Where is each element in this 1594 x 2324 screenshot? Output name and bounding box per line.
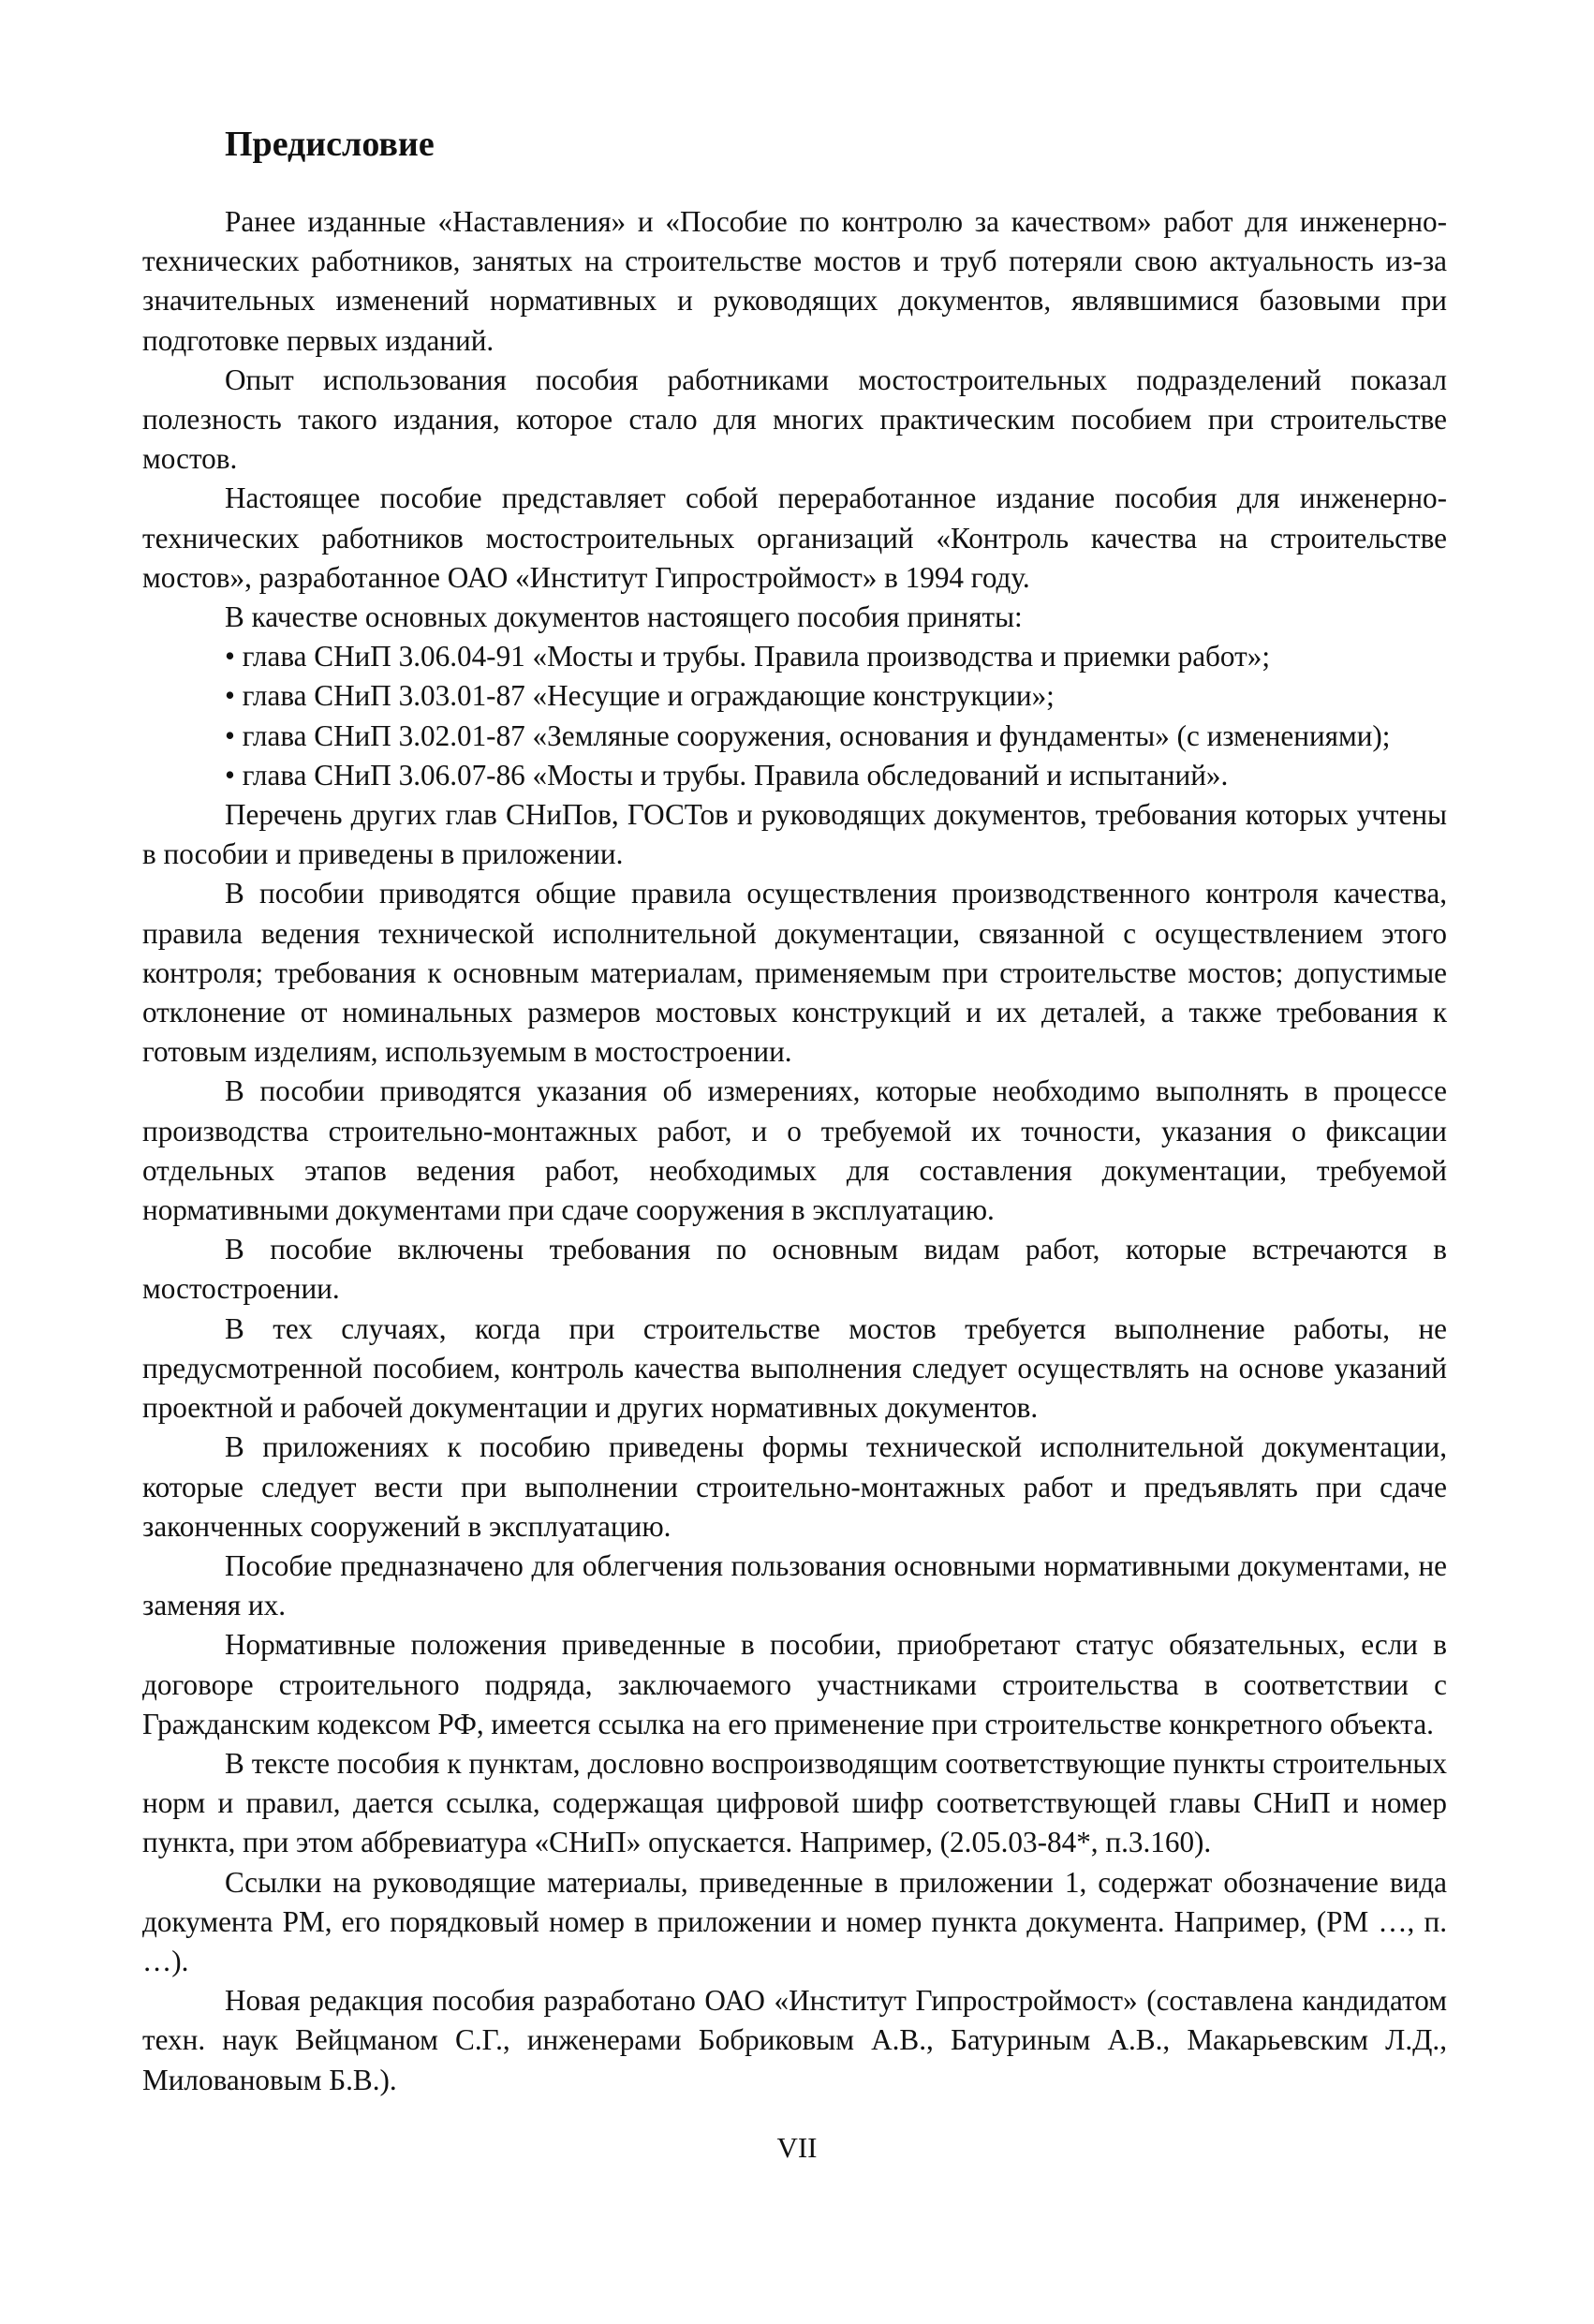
bullet-list-item: • глава СНиП 3.06.07-86 «Мосты и трубы. Правила обследований и испытаний». [142, 756, 1447, 795]
paragraph: В пособии приводятся общие правила осуществления производственного контроля качества, правила ведения технической исполнительной документации, связанной с осуществлением этого контроля; требования к основным материалам, применяемым при строительстве мостов; допустимые отклонение от номинальных размеров мостовых конструкций и их деталей, а также требования к готовым изделиям, используемым в мостостроении. [142, 877, 1447, 1069]
body-text [142, 202, 1447, 2100]
paragraph: Ранее изданные «Наставления» и «Пособие по контролю за качеством» работ для инженерно-технических работников, занятых на строительстве мостов и труб потеряли свою актуальность из-за значительных изменений нормативных и руководящих документов, являвшимися базовыми при подготовке первых изданий. [142, 205, 1447, 357]
paragraph: Нормативные положения приведенные в пособии, приобретают статус обязательных, если в договоре строительного подряда, заключаемого участниками строительства в соответствии с Гражданским кодексом РФ, имеется ссылка на его применение при строительстве конкретного объекта. [142, 1628, 1447, 1740]
section-title: Предисловие [225, 125, 435, 164]
paragraph: В качестве основных документов настоящего пособия приняты: [225, 600, 1023, 634]
bullet-list-item: • глава СНиП 3.02.01-87 «Земляные сооружения, основания и фундаменты» (с изменениями); [142, 717, 1447, 756]
paragraph: В тех случаях, когда при строительстве мостов требуется выполнение работы, не предусмотренной пособием, контроль качества выполнения следует осуществлять на основе указаний проектной и рабочей документации и других нормативных документов. [142, 1311, 1447, 1425]
paragraph: Перечень других глав СНиПов, ГОСТов и руководящих документов, требования которых учтены в пособии и приведены в приложении. [142, 798, 1447, 871]
paragraph: Опыт использования пособия работниками мостостроительных подразделений показал полезность такого издания, которое стало для многих практическим пособием при строительстве мостов. [142, 363, 1447, 476]
paragraph: Настоящее пособие представляет собой переработанное издание пособия для инженерно-технических работников мостостроительных организаций «Контроль качества на строительстве мостов», разработанное ОАО «Институт Гипростроймост» в 1994 году. [142, 481, 1447, 594]
paragraph: Ссылки на руководящие материалы, приведенные в приложении 1, содержат обозначение вида документа РМ, его порядковый номер в приложении и номер пункта документа. Например, (РМ …, п. …). [142, 1865, 1447, 1977]
paragraph: В тексте пособия к пунктам, дословно воспроизводящим соответствующие пункты строительных норм и правил, дается ссылка, содержащая цифровой шифр соответствующей главы СНиП и номер пункта, при этом аббревиатура «СНиП» опускается. Например, (2.05.03-84*, п.3.160). [142, 1746, 1447, 1859]
paragraph: Пособие предназначено для облегчения пользования основными нормативными документами, не заменяя их. [142, 1548, 1447, 1622]
document-page [142, 111, 1447, 2100]
title-spacer [142, 178, 1447, 202]
paragraph: Новая редакция пособия разработано ОАО «Институт Гипростроймост» (составлена кандидатом техн. наук Вейцманом С.Г., инженерами Бобриковым А.В., Батуриным А.В., Макарьевским Л.Д., Миловановым Б.В.). [142, 1984, 1447, 2096]
bullet-list-item: • глава СНиП 3.06.04-91 «Мосты и трубы. Правила производства и приемки работ»; [142, 637, 1447, 676]
paragraph: В пособие включены требования по основным видам работ, которые встречаются в мостостроении. [142, 1233, 1447, 1306]
page-number: VII [776, 2131, 818, 2164]
paragraph: В приложениях к пособию приведены формы технической исполнительной документации, которые следует вести при выполнении строительно-монтажных работ и предъявлять при сдаче законченных сооружений в эксплуатацию. [142, 1430, 1447, 1543]
paragraph: В пособии приводятся указания об измерениях, которые необходимо выполнять в процессе производства строительно-монтажных работ, и о требуемой их точности, указания о фиксации отдельных этапов ведения работ, необходимых для составления документации, требуемой нормативными документами при сдаче сооружения в эксплуатацию. [142, 1074, 1447, 1227]
bullet-list-item: • глава СНиП 3.03.01-87 «Несущие и ограждающие конструкции»; [142, 676, 1447, 716]
